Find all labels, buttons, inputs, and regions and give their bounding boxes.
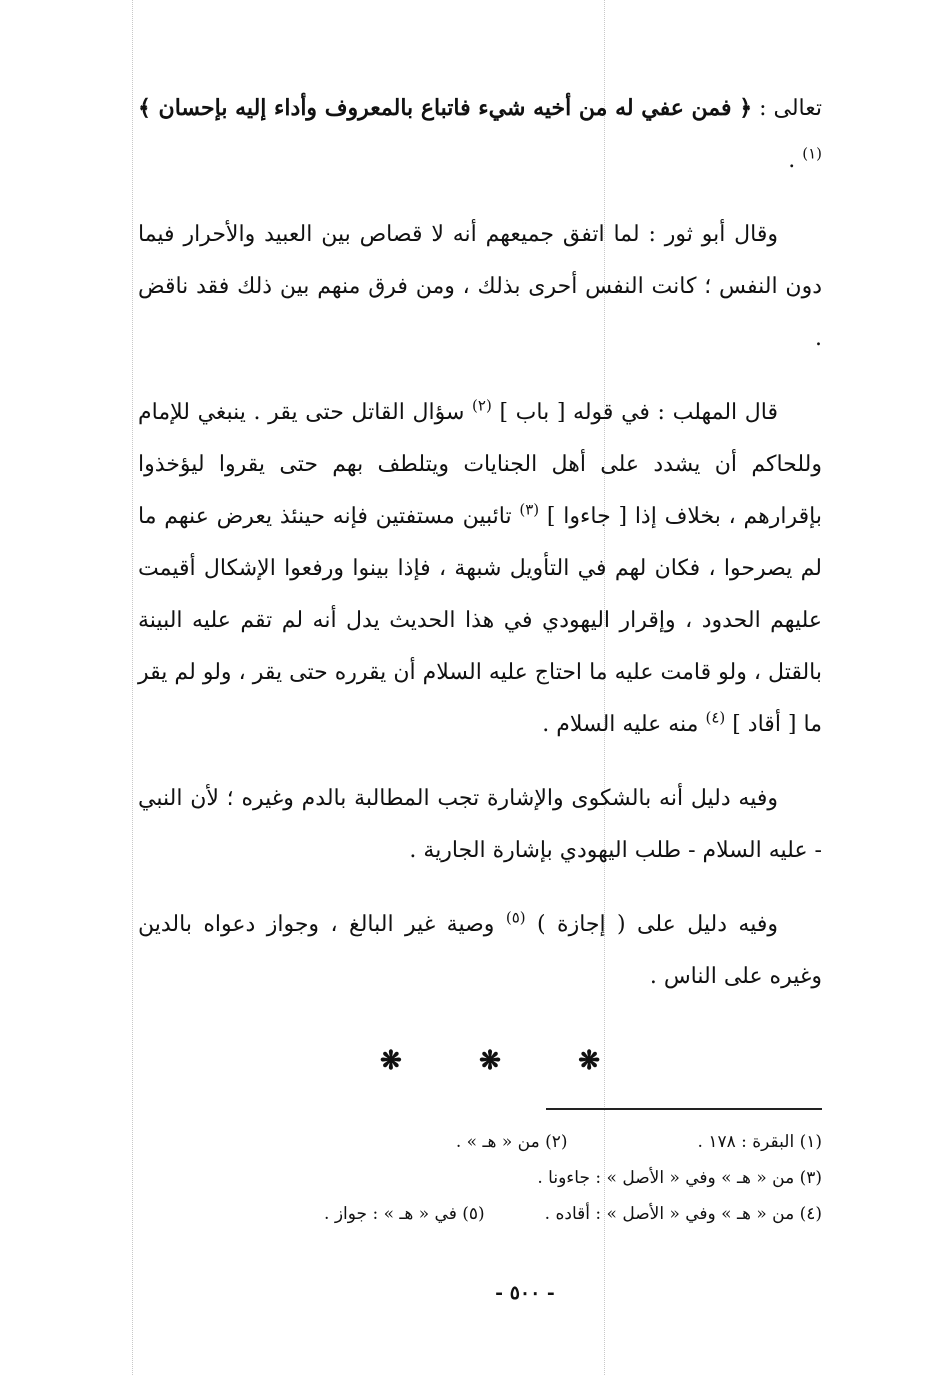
paragraph-1-lead: تعالى :	[752, 96, 822, 121]
paragraph-3	[138, 387, 822, 751]
quran-verse: ﴿ فمن عفي له من أخيه شيء فاتباع بالمعروف وأداء إليه بإحسان ﴾	[138, 95, 753, 121]
footnote-3: (٣) من « هـ » وفي « الأصل » : جاءونا .	[537, 1168, 822, 1188]
section-separator	[380, 1046, 600, 1076]
paragraph-3-d: منه عليه السلام .	[542, 712, 706, 737]
footnote-ref-3: (٣)	[519, 500, 540, 519]
footnote-divider	[546, 1108, 822, 1110]
paragraph-3-b: سؤال القاتل حتى يقر . ينبغي للإمام وللحاكم أن يشدد على أهل الجنايات ويتلطف بهم حتى يقروا ليؤخذوا بإقرارهم ، بخلاف إذا [ جاءوا ]	[138, 400, 822, 529]
footnotes	[200, 1124, 822, 1232]
footnote-2: (٢) من « هـ » .	[455, 1132, 568, 1152]
footnote-row	[200, 1124, 822, 1160]
footnote-ref-5: (٥)	[505, 908, 526, 927]
footnote-5: (٥) في « هـ » : جواز .	[324, 1204, 485, 1224]
scan-artifact-line-left	[132, 0, 133, 1375]
separator-star: ❋	[479, 1046, 501, 1076]
paragraph-5-b: وصية غير البالغ ، وجواز دعواه بالدين وغيره على الناس .	[138, 912, 822, 989]
separator-star: ❋	[380, 1046, 402, 1076]
footnote-row	[200, 1196, 822, 1232]
footnote-1: (١) البقرة : ١٧٨ .	[697, 1132, 822, 1152]
paragraph-5-a: وفيه دليل على ( إجازة )	[525, 912, 779, 937]
body-text	[138, 82, 822, 1025]
separator-star: ❋	[578, 1046, 600, 1076]
paragraph-4	[138, 773, 822, 877]
paragraph-3-a: قال المهلب : في قوله [ باب ]	[491, 400, 779, 425]
footnote-ref-2: (٢)	[472, 396, 492, 415]
paragraph-3-c: تائبين مستفتين فإنه حينئذ يعرض عنهم ما لم يصرحوا ، فكان لهم في التأويل شبهة ، فإذا بينوا ورفعوا الإشكال أقيمت عليهم الحدود ، وإقرار اليهودي في هذا الحديث يدل أنه لم تقم عليه البينة بالقتل ، ولو قامت عليه ما احتاج عليه السلام أن يقرره حتى يقر ، ولو لم يقر ما [ أقاد ]	[138, 504, 822, 737]
paragraph-4-text: وفيه دليل أنه بالشكوى والإشارة تجب المطالبة بالدم وغيره ؛ لأن النبي - عليه السلام - طلب اليهودي بإشارة الجارية .	[138, 786, 822, 863]
footnote-ref-4: (٤)	[705, 708, 726, 727]
paragraph-2	[138, 209, 822, 365]
paragraph-1-tail: .	[788, 148, 803, 173]
footnote-row	[200, 1160, 822, 1196]
footnote-ref-1: (١)	[802, 144, 822, 163]
footnote-4: (٤) من « هـ » وفي « الأصل » : أقاده .	[544, 1204, 822, 1224]
paragraph-1	[138, 82, 822, 187]
paragraph-2-text: وقال أبو ثور : لما اتفق جميعهم أنه لا قصاص بين العبيد والأحرار فيما دون النفس ؛ كانت النفس أحرى بذلك ، ومن فرق منهم بين ذلك فقد ناقض .	[138, 222, 822, 351]
paragraph-5	[138, 899, 822, 1003]
page-number: - ٥٠٠ -	[495, 1282, 555, 1304]
